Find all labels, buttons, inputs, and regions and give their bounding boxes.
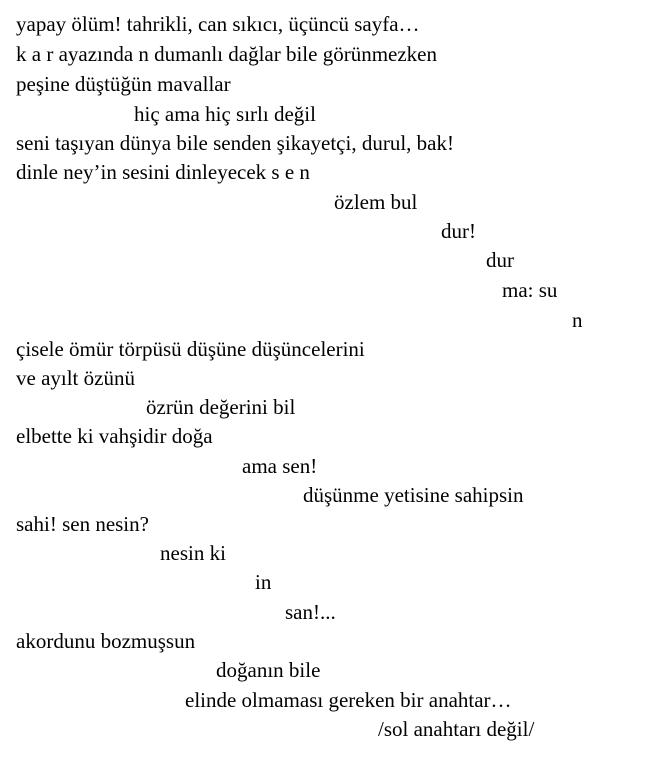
poem-line: seni taşıyan dünya bile senden şikayetçi, durul, bak! — [16, 131, 454, 155]
poem-line: hiç ama hiç sırlı değil — [134, 102, 316, 126]
poem-line: ve ayılt özünü — [16, 366, 135, 390]
poem-line: ama sen! — [242, 454, 318, 478]
poem-line: sahi! sen nesin? — [16, 512, 149, 536]
poem-line: elinde olmaması gereken bir anahtar… — [185, 688, 512, 712]
poem-line: dur! — [441, 219, 476, 243]
poem-line: peşine düştüğün mavallar — [16, 72, 231, 96]
poem-line: elbette ki vahşidir doğa — [16, 424, 213, 448]
poem-line: çisele ömür törpüsü düşüne düşüncelerini — [16, 337, 365, 361]
poem-line: özrün değerini bil — [146, 395, 296, 419]
poem-line: in — [255, 570, 272, 594]
poem-line: san!... — [285, 600, 336, 624]
poem-line: düşünme yetisine sahipsin — [303, 483, 524, 507]
poem-line: akordunu bozmuşsun — [16, 629, 196, 653]
poem-line: n — [572, 308, 583, 332]
poem-line: k a r ayazında n dumanlı dağlar bile görünmezken — [16, 42, 438, 66]
poem-line: ma: su — [502, 278, 558, 302]
poem-line: yapay ölüm! tahrikli, can sıkıcı, üçüncü sayfa… — [16, 12, 420, 36]
poem-line: özlem bul — [334, 190, 418, 214]
poem-line: nesin ki — [160, 541, 226, 565]
poem-line: doğanın bile — [216, 658, 321, 682]
poem-line: dur — [486, 248, 514, 272]
poem-line: /sol anahtarı değil/ — [378, 717, 535, 741]
poem-line: dinle ney’in sesini dinleyecek s e n — [16, 160, 310, 184]
